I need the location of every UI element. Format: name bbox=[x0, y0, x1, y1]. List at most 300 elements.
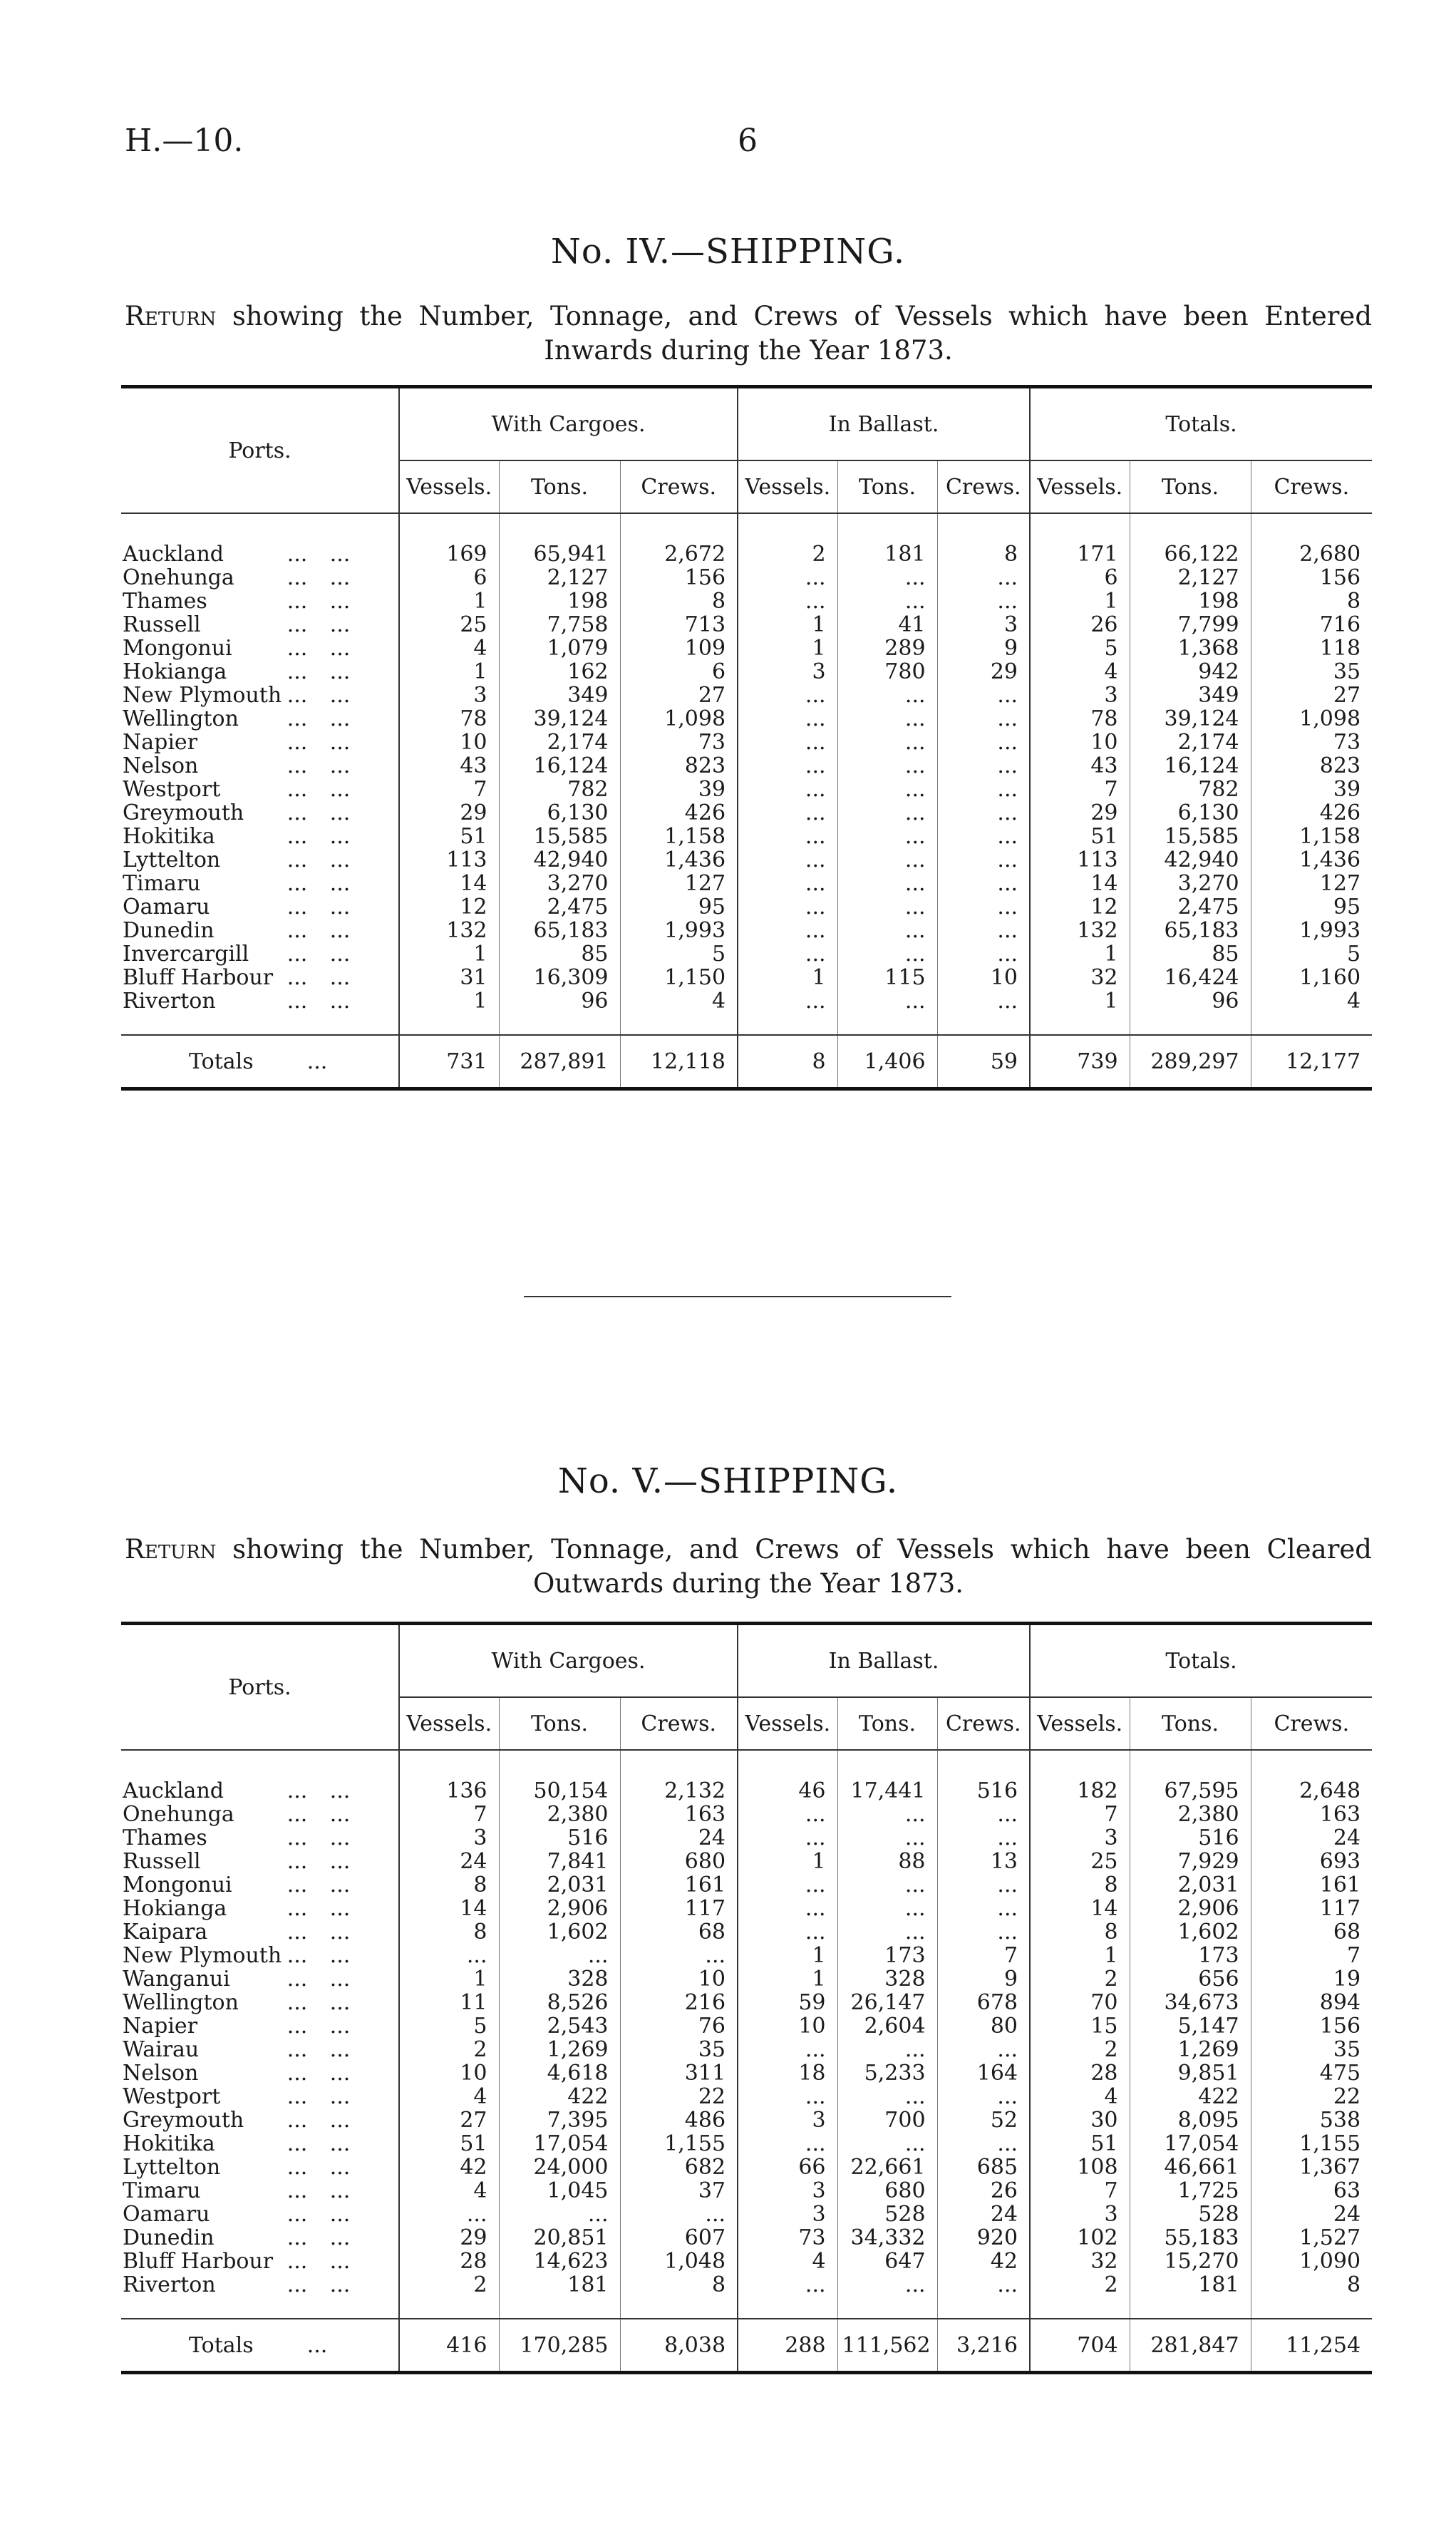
table-row bbox=[121, 778, 1372, 801]
leader-dots: ... bbox=[286, 2014, 308, 2039]
cell-b-v: ... bbox=[738, 1897, 837, 1920]
cell-t-v: 3 bbox=[1030, 1826, 1130, 1850]
cell-b-t: ... bbox=[837, 1897, 937, 1920]
leader-dots: ... bbox=[286, 942, 308, 967]
table4-return-word: Return bbox=[125, 301, 217, 331]
table-row bbox=[121, 2108, 1372, 2132]
cell-c-v: 3 bbox=[399, 684, 499, 707]
total-c-c: 8,038 bbox=[620, 2319, 738, 2373]
leader-dots: ... bbox=[329, 2202, 351, 2227]
port-name: Nelson bbox=[123, 2061, 199, 2086]
table-row bbox=[121, 2179, 1372, 2203]
col-vessels: Vessels. bbox=[738, 460, 837, 513]
ports-header: Ports. bbox=[121, 1624, 399, 1751]
port-cell bbox=[121, 684, 399, 707]
cell-t-t: 34,673 bbox=[1130, 1991, 1251, 2014]
cell-b-t: ... bbox=[837, 1803, 937, 1826]
cell-b-c: ... bbox=[937, 778, 1030, 801]
cell-t-t: 16,124 bbox=[1130, 754, 1251, 778]
cell-c-v: 169 bbox=[399, 513, 499, 566]
cell-c-c: 39 bbox=[620, 778, 738, 801]
cell-t-c: 1,367 bbox=[1251, 2156, 1372, 2179]
cell-t-t: 46,661 bbox=[1130, 2156, 1251, 2179]
col-vessels: Vessels. bbox=[1030, 1697, 1130, 1750]
cell-t-v: 43 bbox=[1030, 754, 1130, 778]
port-name: Westport bbox=[123, 2084, 221, 2109]
cell-b-v: 1 bbox=[738, 966, 837, 989]
cell-c-v: 43 bbox=[399, 754, 499, 778]
port-cell bbox=[121, 2132, 399, 2156]
port-cell bbox=[121, 1991, 399, 2014]
col-crews: Crews. bbox=[620, 460, 738, 513]
cell-b-v: ... bbox=[738, 589, 837, 613]
cell-b-v: 66 bbox=[738, 2156, 837, 2179]
cell-c-v: 132 bbox=[399, 919, 499, 942]
leader-dots: ... bbox=[286, 848, 308, 872]
cell-t-c: 2,680 bbox=[1251, 513, 1372, 566]
cell-b-t: ... bbox=[837, 801, 937, 825]
table-row bbox=[121, 1850, 1372, 1873]
leader-dots: ... bbox=[329, 965, 351, 990]
cell-c-t: 8,526 bbox=[499, 1991, 620, 2014]
col-crews: Crews. bbox=[937, 1697, 1030, 1750]
cell-b-v: ... bbox=[738, 2038, 837, 2061]
cell-t-c: 1,090 bbox=[1251, 2250, 1372, 2273]
cell-t-t: 516 bbox=[1130, 1826, 1251, 1850]
cell-b-v: ... bbox=[738, 2085, 837, 2108]
cell-c-t: 20,851 bbox=[499, 2226, 620, 2250]
leader-dots: ... bbox=[329, 706, 351, 731]
leader-dots: ... bbox=[286, 753, 308, 778]
port-cell bbox=[121, 754, 399, 778]
port-name: Onehunga bbox=[123, 1802, 234, 1827]
port-name: Kaipara bbox=[123, 1920, 208, 1945]
port-name: Riverton bbox=[123, 989, 216, 1014]
col-crews: Crews. bbox=[1251, 460, 1372, 513]
leader-dots: ... bbox=[329, 753, 351, 778]
cell-t-t: 9,851 bbox=[1130, 2061, 1251, 2085]
cell-c-t: 7,841 bbox=[499, 1850, 620, 1873]
port-name: Bluff Harbour bbox=[123, 965, 274, 990]
total-b-c: 59 bbox=[937, 1035, 1030, 1089]
cell-t-v: 51 bbox=[1030, 825, 1130, 848]
leader-dots: ... bbox=[329, 1920, 351, 1945]
cell-b-c: ... bbox=[937, 1897, 1030, 1920]
cell-t-t: 6,130 bbox=[1130, 801, 1251, 825]
cell-c-v: 78 bbox=[399, 707, 499, 731]
leader-dots: ... bbox=[329, 848, 351, 872]
leader-dots: ... bbox=[286, 824, 308, 849]
leader-dots: ... bbox=[286, 2272, 308, 2297]
cell-t-c: 4 bbox=[1251, 989, 1372, 1035]
cell-c-c: 95 bbox=[620, 895, 738, 919]
table-row bbox=[121, 1803, 1372, 1826]
cell-c-c: 682 bbox=[620, 2156, 738, 2179]
port-name: New Plymouth bbox=[123, 683, 282, 708]
table5-return-word: Return bbox=[125, 1534, 217, 1565]
cell-c-v: 27 bbox=[399, 2108, 499, 2132]
cell-c-v: 136 bbox=[399, 1750, 499, 1803]
cell-b-t: ... bbox=[837, 942, 937, 966]
cell-c-t: 181 bbox=[499, 2273, 620, 2319]
cell-b-v: 3 bbox=[738, 2203, 837, 2226]
port-cell bbox=[121, 566, 399, 589]
leader-dots: ... bbox=[329, 1896, 351, 1921]
leader-dots: ... bbox=[286, 1896, 308, 1921]
cell-b-v: 3 bbox=[738, 660, 837, 684]
cell-b-c: 42 bbox=[937, 2250, 1030, 2273]
cell-t-c: 27 bbox=[1251, 684, 1372, 707]
leader-dots: ... bbox=[329, 2108, 351, 2133]
cell-b-c: 3 bbox=[937, 613, 1030, 637]
port-name: Oamaru bbox=[123, 2202, 210, 2227]
leader-dots: ... bbox=[329, 1778, 351, 1803]
cell-b-v: 1 bbox=[738, 1967, 837, 1991]
cell-t-c: 1,436 bbox=[1251, 848, 1372, 872]
cell-t-c: 118 bbox=[1251, 637, 1372, 660]
table5-description bbox=[125, 1533, 1372, 1601]
cell-b-t: ... bbox=[837, 848, 937, 872]
cell-t-c: 1,158 bbox=[1251, 825, 1372, 848]
port-cell bbox=[121, 2014, 399, 2038]
cell-t-c: 2,648 bbox=[1251, 1750, 1372, 1803]
cell-b-c: 10 bbox=[937, 966, 1030, 989]
cell-b-t: ... bbox=[837, 2038, 937, 2061]
page-number: 6 bbox=[738, 123, 758, 159]
table-row bbox=[121, 825, 1372, 848]
cell-t-t: 2,127 bbox=[1130, 566, 1251, 589]
port-name: Hokianga bbox=[123, 659, 227, 684]
cell-t-v: 78 bbox=[1030, 707, 1130, 731]
table-row bbox=[121, 1991, 1372, 2014]
cell-t-v: 182 bbox=[1030, 1750, 1130, 1803]
port-cell bbox=[121, 2038, 399, 2061]
cell-t-t: 656 bbox=[1130, 1967, 1251, 1991]
table-row bbox=[121, 2203, 1372, 2226]
cell-t-t: 96 bbox=[1130, 989, 1251, 1035]
cell-c-t: 2,031 bbox=[499, 1873, 620, 1897]
cell-c-t: 1,602 bbox=[499, 1920, 620, 1944]
cell-b-t: 115 bbox=[837, 966, 937, 989]
leader-dots: ... bbox=[286, 542, 308, 567]
table-row bbox=[121, 684, 1372, 707]
cell-b-c: ... bbox=[937, 684, 1030, 707]
cell-b-v: 2 bbox=[738, 513, 837, 566]
total-c-c: 12,118 bbox=[620, 1035, 738, 1089]
cell-t-v: 7 bbox=[1030, 1803, 1130, 1826]
cell-t-c: 5 bbox=[1251, 942, 1372, 966]
cell-t-t: 65,183 bbox=[1130, 919, 1251, 942]
leader-dots: ... bbox=[286, 1873, 308, 1897]
leader-dots: ... bbox=[286, 1920, 308, 1945]
cell-t-v: 6 bbox=[1030, 566, 1130, 589]
leader-dots: ... bbox=[286, 918, 308, 943]
leader-dots: ... bbox=[286, 1967, 308, 1992]
col-tons: Tons. bbox=[837, 460, 937, 513]
cell-b-t: ... bbox=[837, 2132, 937, 2156]
cell-b-v: ... bbox=[738, 1803, 837, 1826]
shipping-table-inwards bbox=[121, 385, 1372, 1091]
cell-b-c: 920 bbox=[937, 2226, 1030, 2250]
col-tons: Tons. bbox=[499, 1697, 620, 1750]
cell-b-t: 181 bbox=[837, 513, 937, 566]
cell-b-t: 34,332 bbox=[837, 2226, 937, 2250]
cell-b-t: 26,147 bbox=[837, 1991, 937, 2014]
cell-t-v: 108 bbox=[1030, 2156, 1130, 2179]
port-name: Dunedin bbox=[123, 918, 215, 943]
cell-c-t: 96 bbox=[499, 989, 620, 1035]
cell-b-t: ... bbox=[837, 872, 937, 895]
cell-c-t: 1,079 bbox=[499, 637, 620, 660]
cell-t-v: 14 bbox=[1030, 1897, 1130, 1920]
cell-t-c: 1,155 bbox=[1251, 2132, 1372, 2156]
total-b-c: 3,216 bbox=[937, 2319, 1030, 2373]
port-name: Auckland bbox=[123, 542, 224, 567]
leader-dots: ... bbox=[329, 730, 351, 755]
table-row bbox=[121, 942, 1372, 966]
port-cell bbox=[121, 966, 399, 989]
cell-b-t: ... bbox=[837, 566, 937, 589]
cell-c-c: 713 bbox=[620, 613, 738, 637]
cell-c-t: 516 bbox=[499, 1826, 620, 1850]
cell-c-v: 29 bbox=[399, 2226, 499, 2250]
cell-c-v: ... bbox=[399, 1944, 499, 1967]
port-cell bbox=[121, 825, 399, 848]
cell-t-t: 198 bbox=[1130, 589, 1251, 613]
leader-dots: ... bbox=[329, 1825, 351, 1850]
cell-c-t: 782 bbox=[499, 778, 620, 801]
cell-t-c: 426 bbox=[1251, 801, 1372, 825]
cell-b-t: ... bbox=[837, 707, 937, 731]
cell-t-c: 1,098 bbox=[1251, 707, 1372, 731]
cell-c-v: 10 bbox=[399, 731, 499, 754]
in-ballast-header: In Ballast. bbox=[738, 1624, 1030, 1698]
cell-c-c: 127 bbox=[620, 872, 738, 895]
leader-dots: ... bbox=[329, 1943, 351, 1968]
cell-c-c: 35 bbox=[620, 2038, 738, 2061]
port-cell bbox=[121, 848, 399, 872]
cell-b-v: ... bbox=[738, 872, 837, 895]
cell-t-c: 1,527 bbox=[1251, 2226, 1372, 2250]
cell-b-t: ... bbox=[837, 2085, 937, 2108]
cell-t-v: 12 bbox=[1030, 895, 1130, 919]
leader-dots: ... bbox=[329, 2249, 351, 2274]
cell-c-c: 2,672 bbox=[620, 513, 738, 566]
cell-c-t: 7,395 bbox=[499, 2108, 620, 2132]
cell-b-c: ... bbox=[937, 589, 1030, 613]
cell-b-t: 2,604 bbox=[837, 2014, 937, 2038]
cell-c-t: 7,758 bbox=[499, 613, 620, 637]
total-t-c: 11,254 bbox=[1251, 2319, 1372, 2373]
leader-dots: ... bbox=[286, 2249, 308, 2274]
totals-label: Totals bbox=[189, 2332, 254, 2358]
with-cargoes-header: With Cargoes. bbox=[399, 1624, 738, 1698]
leader-dots: ... bbox=[286, 1778, 308, 1803]
port-name: Napier bbox=[123, 2014, 198, 2039]
table-row bbox=[121, 637, 1372, 660]
port-cell bbox=[121, 731, 399, 754]
cell-t-t: 173 bbox=[1130, 1944, 1251, 1967]
port-name: Auckland bbox=[123, 1778, 224, 1803]
cell-t-v: 113 bbox=[1030, 848, 1130, 872]
col-vessels: Vessels. bbox=[399, 1697, 499, 1750]
leader-dots: ... bbox=[329, 2178, 351, 2203]
leader-dots: ... bbox=[329, 2155, 351, 2180]
cell-t-v: 70 bbox=[1030, 1991, 1130, 2014]
table-row bbox=[121, 2014, 1372, 2038]
port-cell bbox=[121, 1850, 399, 1873]
col-tons: Tons. bbox=[1130, 1697, 1251, 1750]
table-row bbox=[121, 707, 1372, 731]
table-row bbox=[121, 566, 1372, 589]
cell-b-v: 10 bbox=[738, 2014, 837, 2038]
cell-c-c: ... bbox=[620, 2203, 738, 2226]
total-b-v: 8 bbox=[738, 1035, 837, 1089]
port-name: Westport bbox=[123, 777, 221, 802]
cell-c-v: 51 bbox=[399, 825, 499, 848]
cell-c-v: 4 bbox=[399, 637, 499, 660]
cell-t-v: 5 bbox=[1030, 637, 1130, 660]
port-name: New Plymouth bbox=[123, 1943, 282, 1968]
cell-b-v: ... bbox=[738, 707, 837, 731]
cell-c-t: 1,045 bbox=[499, 2179, 620, 2203]
cell-t-c: 538 bbox=[1251, 2108, 1372, 2132]
cell-c-t: 162 bbox=[499, 660, 620, 684]
cell-c-t: 65,941 bbox=[499, 513, 620, 566]
port-cell bbox=[121, 613, 399, 637]
cell-t-v: 132 bbox=[1030, 919, 1130, 942]
table-row bbox=[121, 872, 1372, 895]
leader-dots: ... bbox=[329, 1849, 351, 1874]
port-cell bbox=[121, 2203, 399, 2226]
table4-description bbox=[125, 299, 1372, 368]
cell-t-t: 2,380 bbox=[1130, 1803, 1251, 1826]
leader-dots: ... bbox=[286, 589, 308, 614]
cell-t-v: 3 bbox=[1030, 2203, 1130, 2226]
cell-c-v: 1 bbox=[399, 1967, 499, 1991]
cell-t-t: 55,183 bbox=[1130, 2226, 1251, 2250]
leader-dots: ... bbox=[286, 989, 308, 1014]
table-row bbox=[121, 2132, 1372, 2156]
table-bottom-rule bbox=[121, 1089, 1372, 1091]
cell-b-v: ... bbox=[738, 919, 837, 942]
cell-t-v: 1 bbox=[1030, 589, 1130, 613]
cell-t-t: 942 bbox=[1130, 660, 1251, 684]
cell-c-t: 2,543 bbox=[499, 2014, 620, 2038]
leader-dots: ... bbox=[286, 2225, 308, 2250]
table-row bbox=[121, 731, 1372, 754]
totals-label-cell bbox=[121, 1035, 399, 1089]
leader-dots: ... bbox=[286, 965, 308, 990]
leader-dots: ... bbox=[306, 2332, 328, 2358]
cell-c-v: 51 bbox=[399, 2132, 499, 2156]
port-name: Russell bbox=[123, 1849, 201, 1874]
cell-t-c: 35 bbox=[1251, 660, 1372, 684]
table-row bbox=[121, 2156, 1372, 2179]
col-vessels: Vessels. bbox=[399, 460, 499, 513]
table-row bbox=[121, 1873, 1372, 1897]
table4-title: No. IV.—SHIPPING. bbox=[550, 232, 906, 272]
cell-c-v: 14 bbox=[399, 872, 499, 895]
leader-dots: ... bbox=[286, 777, 308, 802]
leader-dots: ... bbox=[329, 918, 351, 943]
cell-t-t: 3,270 bbox=[1130, 872, 1251, 895]
cell-t-c: 127 bbox=[1251, 872, 1372, 895]
cell-b-c: 29 bbox=[937, 660, 1030, 684]
cell-t-t: 1,725 bbox=[1130, 2179, 1251, 2203]
leader-dots: ... bbox=[286, 1943, 308, 1968]
cell-b-c: 13 bbox=[937, 1850, 1030, 1873]
cell-c-c: 37 bbox=[620, 2179, 738, 2203]
cell-c-t: ... bbox=[499, 1944, 620, 1967]
ports-header: Ports. bbox=[121, 387, 399, 514]
col-tons: Tons. bbox=[499, 460, 620, 513]
cell-t-t: 1,368 bbox=[1130, 637, 1251, 660]
cell-c-v: 11 bbox=[399, 1991, 499, 2014]
cell-t-v: 1 bbox=[1030, 1944, 1130, 1967]
col-crews: Crews. bbox=[937, 460, 1030, 513]
port-cell bbox=[121, 707, 399, 731]
cell-b-v: ... bbox=[738, 731, 837, 754]
port-name: Hokitika bbox=[123, 824, 215, 849]
leader-dots: ... bbox=[329, 800, 351, 825]
cell-t-t: 39,124 bbox=[1130, 707, 1251, 731]
port-cell bbox=[121, 589, 399, 613]
leader-dots: ... bbox=[286, 2108, 308, 2133]
cell-c-t: 2,127 bbox=[499, 566, 620, 589]
port-name: Thames bbox=[123, 1825, 207, 1850]
leader-dots: ... bbox=[286, 565, 308, 590]
totals-label: Totals bbox=[189, 1049, 254, 1074]
cell-c-c: 1,436 bbox=[620, 848, 738, 872]
table-row bbox=[121, 2250, 1372, 2273]
page-reference: H.—10. bbox=[125, 123, 244, 159]
cell-t-v: 3 bbox=[1030, 684, 1130, 707]
cell-t-c: 8 bbox=[1251, 589, 1372, 613]
port-name: Invercargill bbox=[123, 942, 249, 967]
cell-c-c: 76 bbox=[620, 2014, 738, 2038]
cell-c-c: 2,132 bbox=[620, 1750, 738, 1803]
cell-t-c: 163 bbox=[1251, 1803, 1372, 1826]
cell-c-c: 6 bbox=[620, 660, 738, 684]
cell-c-v: 31 bbox=[399, 966, 499, 989]
port-name: Wairau bbox=[123, 2037, 200, 2062]
cell-b-v: ... bbox=[738, 801, 837, 825]
cell-c-v: 42 bbox=[399, 2156, 499, 2179]
cell-b-c: 8 bbox=[937, 513, 1030, 566]
totals-row bbox=[121, 1035, 1372, 1089]
cell-c-t: ... bbox=[499, 2203, 620, 2226]
port-cell bbox=[121, 919, 399, 942]
cell-c-c: 311 bbox=[620, 2061, 738, 2085]
cell-b-t: 5,233 bbox=[837, 2061, 937, 2085]
leader-dots: ... bbox=[286, 871, 308, 896]
port-cell bbox=[121, 2061, 399, 2085]
leader-dots: ... bbox=[329, 777, 351, 802]
cell-t-c: 7 bbox=[1251, 1944, 1372, 1967]
port-name: Nelson bbox=[123, 753, 199, 778]
cell-t-v: 32 bbox=[1030, 2250, 1130, 2273]
cell-t-v: 28 bbox=[1030, 2061, 1130, 2085]
cell-b-c: ... bbox=[937, 2273, 1030, 2319]
totals-row bbox=[121, 2319, 1372, 2373]
port-cell bbox=[121, 778, 399, 801]
cell-b-c: ... bbox=[937, 848, 1030, 872]
cell-c-v: 10 bbox=[399, 2061, 499, 2085]
table-row bbox=[121, 2085, 1372, 2108]
total-t-t: 281,847 bbox=[1130, 2319, 1251, 2373]
cell-t-t: 2,031 bbox=[1130, 1873, 1251, 1897]
